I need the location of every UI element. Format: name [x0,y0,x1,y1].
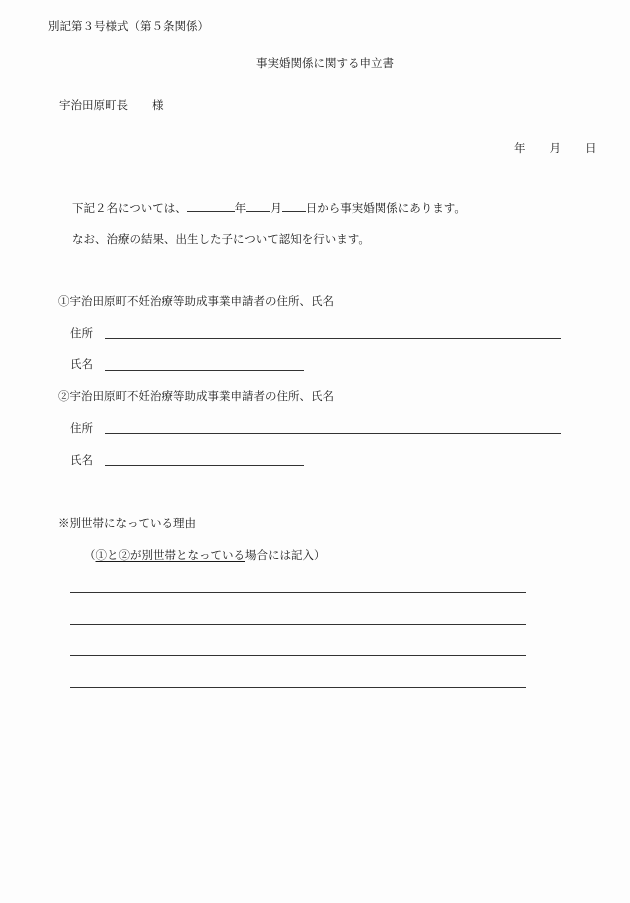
applicant1-name-line[interactable] [105,370,304,371]
addressee-name: 宇治田原町長 [59,98,128,112]
applicant1-heading: ①宇治田原町不妊治療等助成事業申請者の住所、氏名 [58,294,334,308]
applicant1-name-label: 氏名 [70,357,93,371]
reason-line[interactable] [70,624,526,625]
statement-suffix: 日から事実婚関係にあります。 [305,201,466,215]
addressee [59,97,164,113]
applicant2-heading: ②宇治田原町不妊治療等助成事業申請者の住所、氏名 [58,389,334,403]
note-rest-text: 場合には記入） [245,548,326,562]
statement-line-1 [72,199,466,216]
addressee-honorific: 様 [152,98,164,112]
applicant2-name-label: 氏名 [70,453,93,467]
start-month-blank[interactable] [246,199,270,212]
form-number: 別記第３号様式（第５条関係） [48,19,209,33]
applicant2-address-label: 住所 [70,421,93,435]
note-open-paren: （ [84,548,96,562]
statement-line-2: なお、治療の結果、出生した子について認知を行います。 [72,232,370,246]
start-year-blank[interactable] [187,199,235,212]
applicant1-address-line[interactable] [105,338,561,339]
statement-month-label: 月 [270,201,282,215]
separate-household-note [84,547,326,563]
reason-line[interactable] [70,655,526,656]
document-title: 事実婚関係に関する申立書 [256,56,394,70]
statement-year-label: 年 [234,201,247,215]
separate-household-heading: ※別世帯になっている理由 [58,516,196,530]
date-month-label: 月 [549,141,561,155]
reason-line[interactable] [70,592,526,593]
statement-prefix: 下記２名については、 [72,201,187,215]
applicant1-address-label: 住所 [70,326,93,340]
start-day-blank[interactable] [282,199,306,212]
applicant2-name-line[interactable] [105,465,304,466]
reason-line[interactable] [70,687,526,688]
date-day-label: 日 [585,141,597,155]
date-line [514,140,597,156]
date-year-label: 年 [514,141,526,155]
note-underlined-text: ①と②が別世帯となっている [95,548,245,562]
applicant2-address-line[interactable] [105,433,561,434]
